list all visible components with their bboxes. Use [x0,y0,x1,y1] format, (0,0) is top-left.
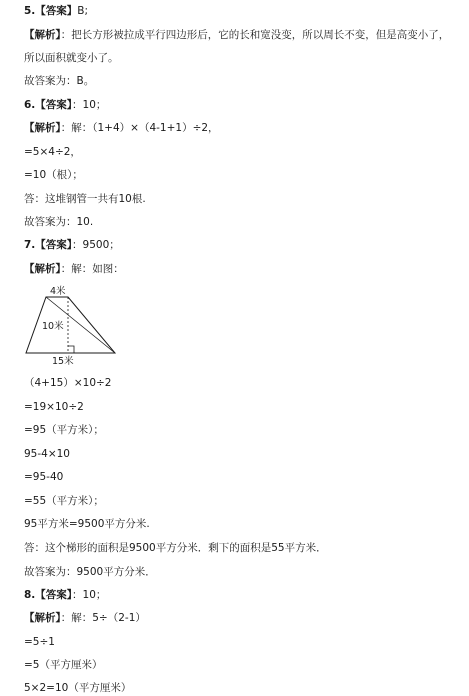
trapezoid-shape [26,297,115,353]
line-5: 【解析】：解：（1+4）×（4-1+1）÷2， [24,122,219,134]
line-14: =95（平方米）； [24,424,104,436]
line-2: 所以面积就变小了。 [24,52,119,64]
line-12: （4+15）×10÷2 [24,377,112,389]
line-11: 【解析】：解：如图： [24,263,124,275]
line-18: 95平方米=9500平方分米. [24,518,150,530]
height-label: 10米 [42,321,64,332]
line-24: =5（平方厘米） [24,659,103,671]
right-angle-mark [68,346,74,353]
line-8: 答：这堆钢管一共有10根. [24,193,146,205]
line-9: 故答案为：10. [24,216,94,228]
line-7: =10（根）； [24,169,83,181]
top-base-label: 4米 [50,286,66,297]
line-6: =5×4÷2， [24,146,81,158]
trapezoid-figure [22,283,122,368]
line-4: 6.【答案】：10； [24,99,107,111]
line-22: 【解析】：解：5÷（2-1） [24,612,146,624]
bottom-base-label: 15米 [52,356,74,367]
line-10: 7.【答案】：9500； [24,239,120,251]
line-20: 故答案为：9500平方分米． [24,566,156,578]
line-1: 【解析】：把长方形被拉成平行四边形后，它的长和宽没变，所以周长不变，但是高变小了， [24,29,450,41]
line-16: =95-40 [24,471,64,483]
line-25: 5×2=10（平方厘米） [24,682,132,694]
line-13: =19×10÷2 [24,401,84,413]
line-21: 8.【答案】：10； [24,589,107,601]
line-23: =5÷1 [24,636,55,648]
line-3: 故答案为：B。 [24,75,95,87]
line-15: 95-4×10 [24,448,70,460]
line-0: 5.【答案】B; [24,5,89,17]
line-19: 答：这个梯形的面积是9500平方分米．剩下的面积是55平方米． [24,542,327,554]
line-17: =55（平方米）； [24,495,104,507]
